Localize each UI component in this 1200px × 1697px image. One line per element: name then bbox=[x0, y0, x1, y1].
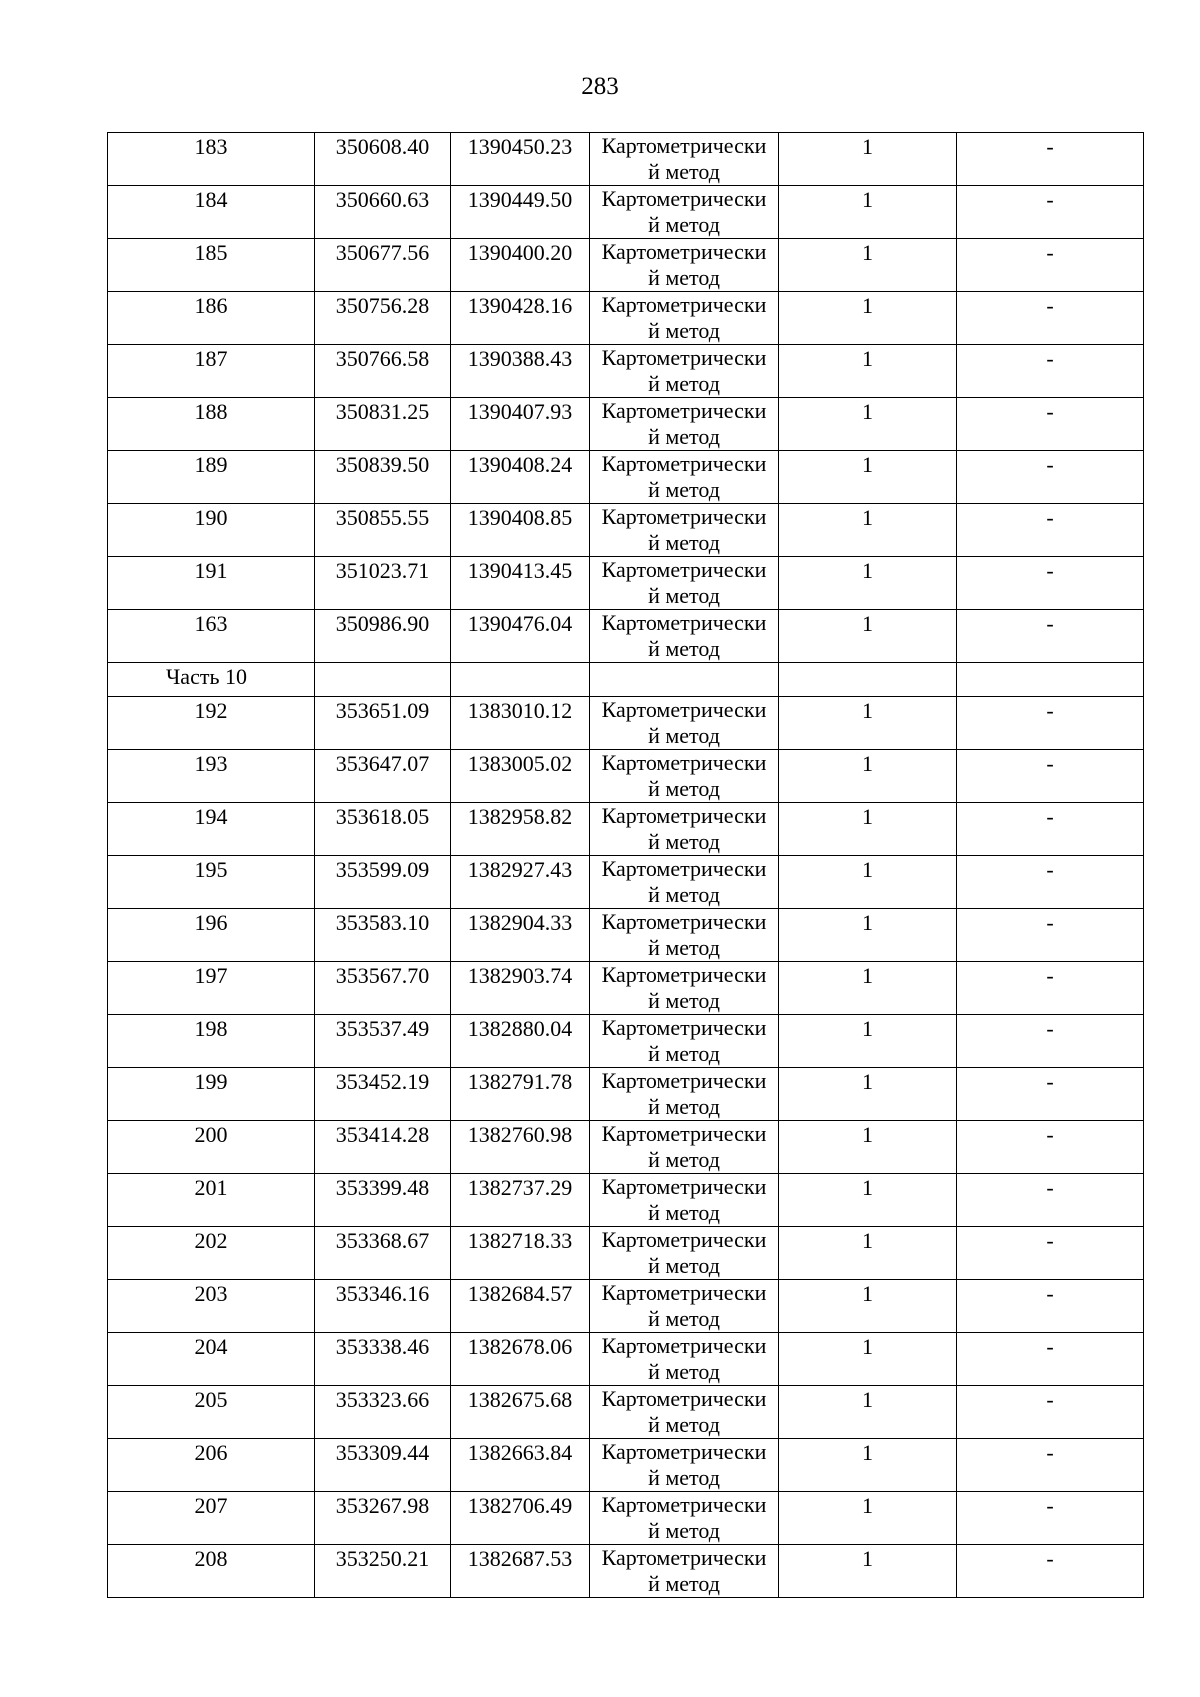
accuracy-cell: 1 bbox=[779, 186, 957, 239]
method-text-line-2: й метод bbox=[648, 1200, 720, 1225]
y-coordinate-cell: 1390450.23 bbox=[451, 133, 590, 186]
method-cell bbox=[590, 557, 779, 610]
accuracy-cell: 1 bbox=[779, 398, 957, 451]
empty-cell bbox=[590, 663, 779, 697]
method-text-line-2: й метод bbox=[648, 988, 720, 1013]
table-row bbox=[108, 1492, 1144, 1545]
note-cell: - bbox=[957, 1121, 1144, 1174]
note-cell: - bbox=[957, 1227, 1144, 1280]
method-cell bbox=[590, 239, 779, 292]
point-number-cell: 205 bbox=[108, 1386, 315, 1439]
method-text-line-2: й метод bbox=[648, 935, 720, 960]
table-row bbox=[108, 504, 1144, 557]
method-text-line-1: Картометрически bbox=[601, 345, 767, 370]
method-text-line-2: й метод bbox=[648, 265, 720, 290]
point-number-cell: 208 bbox=[108, 1545, 315, 1598]
y-coordinate-cell: 1382760.98 bbox=[451, 1121, 590, 1174]
method-text-line-1: Картометрически bbox=[601, 962, 767, 987]
y-coordinate-cell: 1390428.16 bbox=[451, 292, 590, 345]
accuracy-cell: 1 bbox=[779, 345, 957, 398]
note-cell: - bbox=[957, 1280, 1144, 1333]
method-text-line-2: й метод bbox=[648, 829, 720, 854]
accuracy-cell: 1 bbox=[779, 1280, 957, 1333]
accuracy-cell: 1 bbox=[779, 557, 957, 610]
method-text-line-1: Картометрически bbox=[601, 1015, 767, 1040]
note-cell: - bbox=[957, 345, 1144, 398]
point-number-cell: 190 bbox=[108, 504, 315, 557]
point-number-cell: 196 bbox=[108, 909, 315, 962]
point-number-cell: 203 bbox=[108, 1280, 315, 1333]
x-coordinate-cell: 353368.67 bbox=[315, 1227, 451, 1280]
y-coordinate-cell: 1382904.33 bbox=[451, 909, 590, 962]
y-coordinate-cell: 1382791.78 bbox=[451, 1068, 590, 1121]
x-coordinate-cell: 353452.19 bbox=[315, 1068, 451, 1121]
accuracy-cell: 1 bbox=[779, 133, 957, 186]
x-coordinate-cell: 353618.05 bbox=[315, 803, 451, 856]
accuracy-cell: 1 bbox=[779, 504, 957, 557]
method-text-line-2: й метод bbox=[648, 1041, 720, 1066]
method-text-line-2: й метод bbox=[648, 159, 720, 184]
table-row bbox=[108, 451, 1144, 504]
y-coordinate-cell: 1390400.20 bbox=[451, 239, 590, 292]
method-text-line-2: й метод bbox=[648, 1571, 720, 1596]
point-number-cell: 184 bbox=[108, 186, 315, 239]
x-coordinate-cell: 353309.44 bbox=[315, 1439, 451, 1492]
table-row bbox=[108, 239, 1144, 292]
method-text-line-1: Картометрически bbox=[601, 292, 767, 317]
method-text-line-2: й метод bbox=[648, 583, 720, 608]
point-number-cell: 185 bbox=[108, 239, 315, 292]
method-text-line-2: й метод bbox=[648, 212, 720, 237]
note-cell: - bbox=[957, 1492, 1144, 1545]
accuracy-cell: 1 bbox=[779, 1333, 957, 1386]
method-text-line-1: Картометрически bbox=[601, 610, 767, 635]
x-coordinate-cell: 353338.46 bbox=[315, 1333, 451, 1386]
table-row bbox=[108, 1174, 1144, 1227]
y-coordinate-cell: 1382927.43 bbox=[451, 856, 590, 909]
method-text-line-2: й метод bbox=[648, 1094, 720, 1119]
method-text-line-1: Картометрически bbox=[601, 398, 767, 423]
point-number-cell: 163 bbox=[108, 610, 315, 663]
x-coordinate-cell: 350677.56 bbox=[315, 239, 451, 292]
x-coordinate-cell: 353583.10 bbox=[315, 909, 451, 962]
note-cell: - bbox=[957, 451, 1144, 504]
accuracy-cell: 1 bbox=[779, 239, 957, 292]
y-coordinate-cell: 1382737.29 bbox=[451, 1174, 590, 1227]
point-number-cell: 192 bbox=[108, 697, 315, 750]
x-coordinate-cell: 350831.25 bbox=[315, 398, 451, 451]
method-text-line-2: й метод bbox=[648, 477, 720, 502]
point-number-cell: 202 bbox=[108, 1227, 315, 1280]
method-text-line-2: й метод bbox=[648, 1518, 720, 1543]
point-number-cell: 206 bbox=[108, 1439, 315, 1492]
method-cell bbox=[590, 451, 779, 504]
note-cell: - bbox=[957, 398, 1144, 451]
method-cell bbox=[590, 398, 779, 451]
method-text-line-2: й метод bbox=[648, 424, 720, 449]
method-text-line-2: й метод bbox=[648, 636, 720, 661]
accuracy-cell: 1 bbox=[779, 962, 957, 1015]
x-coordinate-cell: 353567.70 bbox=[315, 962, 451, 1015]
point-number-cell: 198 bbox=[108, 1015, 315, 1068]
x-coordinate-cell: 353537.49 bbox=[315, 1015, 451, 1068]
coordinates-table bbox=[107, 132, 1144, 1598]
y-coordinate-cell: 1382663.84 bbox=[451, 1439, 590, 1492]
method-text-line-2: й метод bbox=[648, 530, 720, 555]
method-cell bbox=[590, 1386, 779, 1439]
method-text-line-2: й метод bbox=[648, 1359, 720, 1384]
accuracy-cell: 1 bbox=[779, 1121, 957, 1174]
note-cell: - bbox=[957, 557, 1144, 610]
method-cell bbox=[590, 1492, 779, 1545]
method-cell bbox=[590, 1439, 779, 1492]
method-cell bbox=[590, 1227, 779, 1280]
table-row bbox=[108, 803, 1144, 856]
method-text-line-1: Картометрически bbox=[601, 239, 767, 264]
accuracy-cell: 1 bbox=[779, 1068, 957, 1121]
table-row bbox=[108, 697, 1144, 750]
method-text-line-1: Картометрически bbox=[601, 1280, 767, 1305]
table-row bbox=[108, 186, 1144, 239]
x-coordinate-cell: 353599.09 bbox=[315, 856, 451, 909]
x-coordinate-cell: 350986.90 bbox=[315, 610, 451, 663]
coordinates-table-body bbox=[108, 133, 1144, 1598]
accuracy-cell: 1 bbox=[779, 610, 957, 663]
empty-cell bbox=[957, 663, 1144, 697]
method-cell bbox=[590, 1121, 779, 1174]
note-cell: - bbox=[957, 803, 1144, 856]
section-row bbox=[108, 663, 1144, 697]
x-coordinate-cell: 353651.09 bbox=[315, 697, 451, 750]
method-cell bbox=[590, 1545, 779, 1598]
method-text-line-1: Картометрически bbox=[601, 909, 767, 934]
table-row bbox=[108, 909, 1144, 962]
table-row bbox=[108, 1280, 1144, 1333]
point-number-cell: 204 bbox=[108, 1333, 315, 1386]
point-number-cell: 193 bbox=[108, 750, 315, 803]
method-cell bbox=[590, 1333, 779, 1386]
method-cell bbox=[590, 186, 779, 239]
x-coordinate-cell: 353399.48 bbox=[315, 1174, 451, 1227]
y-coordinate-cell: 1382958.82 bbox=[451, 803, 590, 856]
method-text-line-1: Картометрически bbox=[601, 557, 767, 582]
method-text-line-2: й метод bbox=[648, 1306, 720, 1331]
point-number-cell: 188 bbox=[108, 398, 315, 451]
accuracy-cell: 1 bbox=[779, 1227, 957, 1280]
table-row bbox=[108, 133, 1144, 186]
y-coordinate-cell: 1390449.50 bbox=[451, 186, 590, 239]
method-text-line-1: Картометрически bbox=[601, 451, 767, 476]
accuracy-cell: 1 bbox=[779, 909, 957, 962]
table-row bbox=[108, 345, 1144, 398]
y-coordinate-cell: 1390407.93 bbox=[451, 398, 590, 451]
method-cell bbox=[590, 1015, 779, 1068]
accuracy-cell: 1 bbox=[779, 292, 957, 345]
method-text-line-1: Картометрически bbox=[601, 1174, 767, 1199]
method-text-line-1: Картометрически bbox=[601, 697, 767, 722]
accuracy-cell: 1 bbox=[779, 1439, 957, 1492]
accuracy-cell: 1 bbox=[779, 803, 957, 856]
table-row bbox=[108, 1439, 1144, 1492]
method-text-line-1: Картометрически bbox=[601, 750, 767, 775]
x-coordinate-cell: 350855.55 bbox=[315, 504, 451, 557]
method-cell bbox=[590, 803, 779, 856]
note-cell: - bbox=[957, 750, 1144, 803]
note-cell: - bbox=[957, 1545, 1144, 1598]
method-cell bbox=[590, 133, 779, 186]
table-row bbox=[108, 962, 1144, 1015]
y-coordinate-cell: 1382880.04 bbox=[451, 1015, 590, 1068]
method-cell bbox=[590, 1280, 779, 1333]
table-row bbox=[108, 292, 1144, 345]
point-number-cell: 201 bbox=[108, 1174, 315, 1227]
point-number-cell: 199 bbox=[108, 1068, 315, 1121]
method-text-line-2: й метод bbox=[648, 1412, 720, 1437]
y-coordinate-cell: 1382718.33 bbox=[451, 1227, 590, 1280]
method-text-line-1: Картометрически bbox=[601, 186, 767, 211]
method-text-line-1: Картометрически bbox=[601, 133, 767, 158]
x-coordinate-cell: 353267.98 bbox=[315, 1492, 451, 1545]
method-cell bbox=[590, 750, 779, 803]
x-coordinate-cell: 351023.71 bbox=[315, 557, 451, 610]
y-coordinate-cell: 1390388.43 bbox=[451, 345, 590, 398]
empty-cell bbox=[315, 663, 451, 697]
method-text-line-2: й метод bbox=[648, 1253, 720, 1278]
y-coordinate-cell: 1382687.53 bbox=[451, 1545, 590, 1598]
x-coordinate-cell: 353647.07 bbox=[315, 750, 451, 803]
section-label: Часть 10 bbox=[108, 663, 315, 697]
method-text-line-1: Картометрически bbox=[601, 504, 767, 529]
method-text-line-1: Картометрически bbox=[601, 1068, 767, 1093]
table-row bbox=[108, 1121, 1144, 1174]
method-text-line-1: Картометрически bbox=[601, 1121, 767, 1146]
point-number-cell: 191 bbox=[108, 557, 315, 610]
point-number-cell: 187 bbox=[108, 345, 315, 398]
note-cell: - bbox=[957, 909, 1144, 962]
method-cell bbox=[590, 504, 779, 557]
method-text-line-2: й метод bbox=[648, 371, 720, 396]
point-number-cell: 186 bbox=[108, 292, 315, 345]
y-coordinate-cell: 1382903.74 bbox=[451, 962, 590, 1015]
x-coordinate-cell: 350608.40 bbox=[315, 133, 451, 186]
accuracy-cell: 1 bbox=[779, 697, 957, 750]
note-cell: - bbox=[957, 856, 1144, 909]
method-text-line-2: й метод bbox=[648, 776, 720, 801]
method-text-line-2: й метод bbox=[648, 882, 720, 907]
x-coordinate-cell: 353414.28 bbox=[315, 1121, 451, 1174]
point-number-cell: 207 bbox=[108, 1492, 315, 1545]
x-coordinate-cell: 350756.28 bbox=[315, 292, 451, 345]
method-cell bbox=[590, 610, 779, 663]
table-row bbox=[108, 1227, 1144, 1280]
accuracy-cell: 1 bbox=[779, 451, 957, 504]
accuracy-cell: 1 bbox=[779, 856, 957, 909]
page-number: 283 bbox=[581, 73, 619, 100]
accuracy-cell: 1 bbox=[779, 1174, 957, 1227]
method-cell bbox=[590, 345, 779, 398]
method-cell bbox=[590, 962, 779, 1015]
note-cell: - bbox=[957, 1386, 1144, 1439]
point-number-cell: 197 bbox=[108, 962, 315, 1015]
x-coordinate-cell: 353323.66 bbox=[315, 1386, 451, 1439]
point-number-cell: 183 bbox=[108, 133, 315, 186]
method-text-line-1: Картометрически bbox=[601, 1492, 767, 1517]
y-coordinate-cell: 1383005.02 bbox=[451, 750, 590, 803]
table-row bbox=[108, 557, 1144, 610]
method-text-line-1: Картометрически bbox=[601, 1386, 767, 1411]
method-cell bbox=[590, 909, 779, 962]
note-cell: - bbox=[957, 1439, 1144, 1492]
x-coordinate-cell: 350839.50 bbox=[315, 451, 451, 504]
method-text-line-2: й метод bbox=[648, 1465, 720, 1490]
table-row bbox=[108, 1545, 1144, 1598]
accuracy-cell: 1 bbox=[779, 1492, 957, 1545]
note-cell: - bbox=[957, 1015, 1144, 1068]
note-cell: - bbox=[957, 504, 1144, 557]
y-coordinate-cell: 1390408.24 bbox=[451, 451, 590, 504]
note-cell: - bbox=[957, 1174, 1144, 1227]
table-row bbox=[108, 856, 1144, 909]
point-number-cell: 200 bbox=[108, 1121, 315, 1174]
note-cell: - bbox=[957, 292, 1144, 345]
method-text-line-1: Картометрически bbox=[601, 1333, 767, 1358]
empty-cell bbox=[779, 663, 957, 697]
note-cell: - bbox=[957, 1333, 1144, 1386]
method-cell bbox=[590, 856, 779, 909]
table-row bbox=[108, 1068, 1144, 1121]
y-coordinate-cell: 1382684.57 bbox=[451, 1280, 590, 1333]
accuracy-cell: 1 bbox=[779, 1545, 957, 1598]
x-coordinate-cell: 350660.63 bbox=[315, 186, 451, 239]
x-coordinate-cell: 350766.58 bbox=[315, 345, 451, 398]
note-cell: - bbox=[957, 1068, 1144, 1121]
method-text-line-1: Картометрически bbox=[601, 856, 767, 881]
method-text-line-1: Картометрически bbox=[601, 1439, 767, 1464]
note-cell: - bbox=[957, 610, 1144, 663]
note-cell: - bbox=[957, 133, 1144, 186]
y-coordinate-cell: 1383010.12 bbox=[451, 697, 590, 750]
accuracy-cell: 1 bbox=[779, 750, 957, 803]
note-cell: - bbox=[957, 962, 1144, 1015]
method-cell bbox=[590, 292, 779, 345]
method-text-line-1: Картометрически bbox=[601, 1227, 767, 1252]
method-cell bbox=[590, 697, 779, 750]
y-coordinate-cell: 1382675.68 bbox=[451, 1386, 590, 1439]
x-coordinate-cell: 353346.16 bbox=[315, 1280, 451, 1333]
method-cell bbox=[590, 1068, 779, 1121]
note-cell: - bbox=[957, 697, 1144, 750]
y-coordinate-cell: 1382706.49 bbox=[451, 1492, 590, 1545]
method-text-line-2: й метод bbox=[648, 1147, 720, 1172]
table-row bbox=[108, 1333, 1144, 1386]
point-number-cell: 195 bbox=[108, 856, 315, 909]
method-text-line-1: Картометрически bbox=[601, 1545, 767, 1570]
y-coordinate-cell: 1390413.45 bbox=[451, 557, 590, 610]
method-text-line-2: й метод bbox=[648, 318, 720, 343]
accuracy-cell: 1 bbox=[779, 1015, 957, 1068]
table-row bbox=[108, 750, 1144, 803]
point-number-cell: 189 bbox=[108, 451, 315, 504]
y-coordinate-cell: 1390408.85 bbox=[451, 504, 590, 557]
note-cell: - bbox=[957, 186, 1144, 239]
method-cell bbox=[590, 1174, 779, 1227]
method-text-line-1: Картометрически bbox=[601, 803, 767, 828]
table-row bbox=[108, 610, 1144, 663]
accuracy-cell: 1 bbox=[779, 1386, 957, 1439]
method-text-line-2: й метод bbox=[648, 723, 720, 748]
empty-cell bbox=[451, 663, 590, 697]
y-coordinate-cell: 1382678.06 bbox=[451, 1333, 590, 1386]
x-coordinate-cell: 353250.21 bbox=[315, 1545, 451, 1598]
table-row bbox=[108, 1015, 1144, 1068]
point-number-cell: 194 bbox=[108, 803, 315, 856]
table-row bbox=[108, 398, 1144, 451]
y-coordinate-cell: 1390476.04 bbox=[451, 610, 590, 663]
table-row bbox=[108, 1386, 1144, 1439]
note-cell: - bbox=[957, 239, 1144, 292]
